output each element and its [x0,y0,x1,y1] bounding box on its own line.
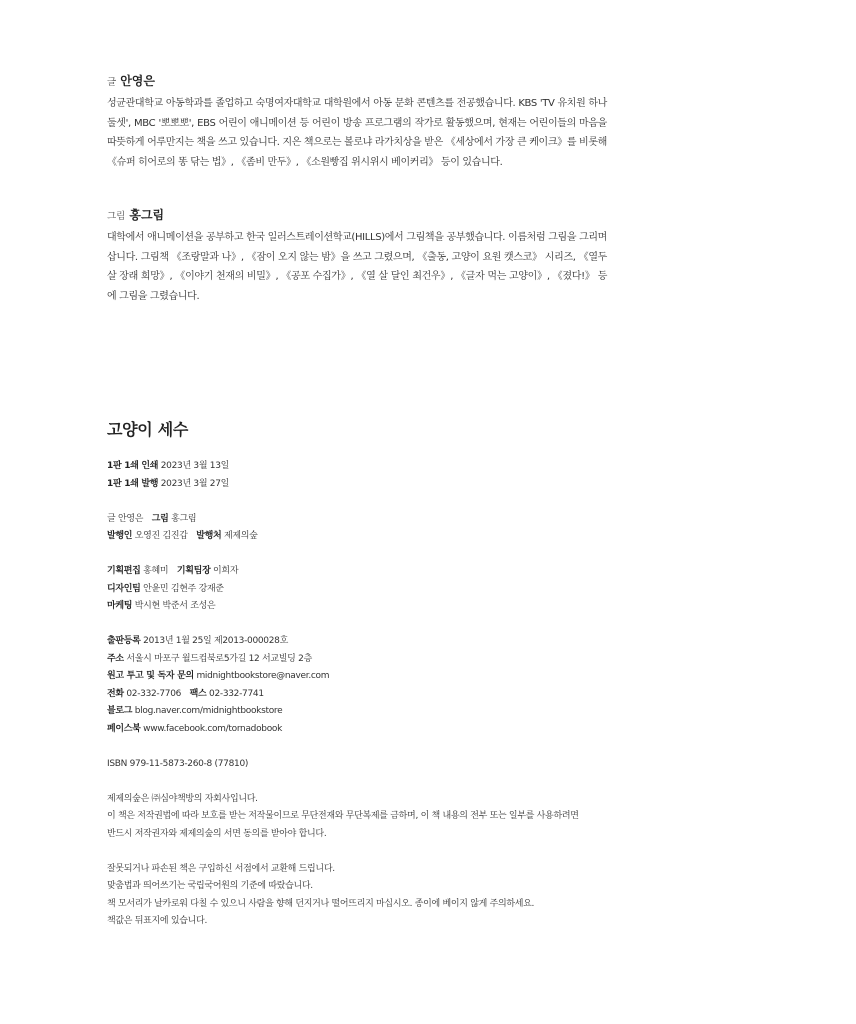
notice-exchange: 잘못되거나 파손된 책은 구입하신 서점에서 교환해 드립니다. [107,863,335,874]
marketing-line [107,598,667,616]
plan-lead-label: 기획팀장 [176,566,211,576]
isbn: ISBN 979-11-5873-260-8 (77810) [107,758,249,769]
credit-illust-name: 홍그림 [171,513,197,524]
plan-edit-label: 기획편집 [107,566,141,576]
plan-edit-name: 홍혜미 [143,566,169,576]
marketing-label: 마케팅 [107,601,133,611]
colophon [107,420,667,931]
address-label: 주소 [107,653,124,664]
first-print-date: 2023년 3월 13일 [160,461,230,471]
marketing-names: 박시현 박준서 조성은 [134,601,216,611]
phone-value: 02-332-7706 [126,688,182,699]
writer-heading [107,74,607,90]
credit-illust-role: 그림 [151,513,169,524]
contact-email: midnightbookstore@naver.com [196,671,330,681]
notice-price: 책값은 뒤표지에 있습니다. [107,916,208,926]
credit-writer-name: 안영은 [117,513,144,524]
notice-safety: 책 모서리가 날카로워 다칠 수 있으니 사람을 향해 던지거나 떨어뜨리지 마십시오. 종이에 베이지 않게 주의하세요. [107,898,535,909]
contact-label: 원고 투고 및 독자 문의 [107,671,194,681]
first-publish-line [107,476,667,494]
planning-line [107,563,667,581]
phone-fax-line [107,686,667,704]
first-print-line [107,458,667,476]
press-label: 발행처 [196,531,222,541]
credits-author-line [107,511,667,529]
press-name: 제제의숲 [224,531,258,541]
fax-label: 팩스 [189,688,207,699]
book-title: 고양이 세수 [107,420,189,439]
registration-label: 출판등록 [107,636,141,646]
design-names: 안윤민 김현주 강재준 [143,583,224,594]
publisher-label: 발행인 [107,531,133,541]
blog-label: 블로그 [107,706,133,716]
illustrator-name: 홍그림 [129,208,165,222]
phone-label: 전화 [107,688,124,699]
illustrator-role-label: 그림 [107,211,126,222]
notice-copyright: 이 책은 저작권법에 따라 보호를 받는 저작물이므로 무단전재와 무단복제를 금하며, 이 책 내용의 전부 또는 일부를 사용하려면 [107,811,579,821]
illustrator-bio: 대학에서 애니메이션을 공부하고 한국 일러스트레이션학교(HILLS)에서 그림책을 공부했습니다. 이름처럼 그림을 그리며 삽니다. 그림책 《조랑말과 나》, 《잠이 오지 않는 밤》을 쓰고 그렸으며, 《출동, 고양이 요원 캣스코》 시리즈, 《열두 살 장래 희망》, 《이야기 천재의 비밀》, 《공포 수집가》, 《열 살 달인 최건우》, 《글자 먹는 고양이》, 《졌다!》 등에 그림을 그렸습니다. [107,232,607,302]
facebook-label: 페이스북 [107,723,141,734]
writer-bio: 성균관대학교 아동학과를 졸업하고 숙명여자대학교 대학원에서 아동 문화 콘텐츠를 전공했습니다. KBS 'TV 유치원 하나둘셋', MBC '뽀뽀뽀', EBS 어린이 애니메이션 등 어린이 방송 프로그램의 작가로 활동했으며, 현재는 어린이들의 마음을 따뜻하게 어루만지는 책을 쓰고 있습니다. 지은 책으로는 볼로냐 라가치상을 받은 《세상에서 가장 큰 케이크》를 비롯해 《슈퍼 히어로의 똥 닦는 법》, 《좀비 만두》, 《소원빵집 위시위시 베이커리》 등이 있습니다. [107,98,607,168]
publisher-name: 오영진 김진갑 [134,531,188,541]
author-illustrator-block [107,208,607,306]
contact-line [107,668,667,686]
design-label: 디자인팀 [107,583,141,594]
blog-url: blog.naver.com/midnightbookstore [134,706,283,716]
plan-lead-name: 이희자 [213,566,239,576]
fax-value: 02-332-7741 [209,688,264,699]
first-publish-date: 2023년 3월 27일 [160,478,230,489]
address-line [107,651,667,669]
first-print-label: 1판 1쇄 인쇄 [107,461,159,471]
credits-publisher-line [107,528,667,546]
facebook-line [107,721,667,739]
registration-line [107,633,667,651]
registration-value: 2013년 1월 25일 제2013-000028호 [143,636,288,646]
address-value: 서울시 마포구 월드컵북로5가길 12 서교빌딩 2층 [126,653,312,664]
notice-spelling: 맞춤법과 띄어쓰기는 국립국어원의 기준에 따랐습니다. [107,881,313,891]
notice-consent: 반드시 저작권자와 제제의숲의 서면 동의를 받아야 합니다. [107,828,327,839]
notice-subsidiary: 제제의숲은 ㈜심야책방의 자회사입니다. [107,793,258,804]
design-line [107,581,667,599]
credit-writer-role: 글 [107,513,116,524]
facebook-url: www.facebook.com/tornadobook [143,723,283,734]
first-publish-label: 1판 1쇄 발행 [107,478,159,489]
writer-name: 안영은 [120,74,155,88]
writer-role-label: 글 [107,77,117,88]
illustrator-heading [107,208,607,224]
blog-line [107,703,667,721]
author-writer-block [107,74,607,172]
